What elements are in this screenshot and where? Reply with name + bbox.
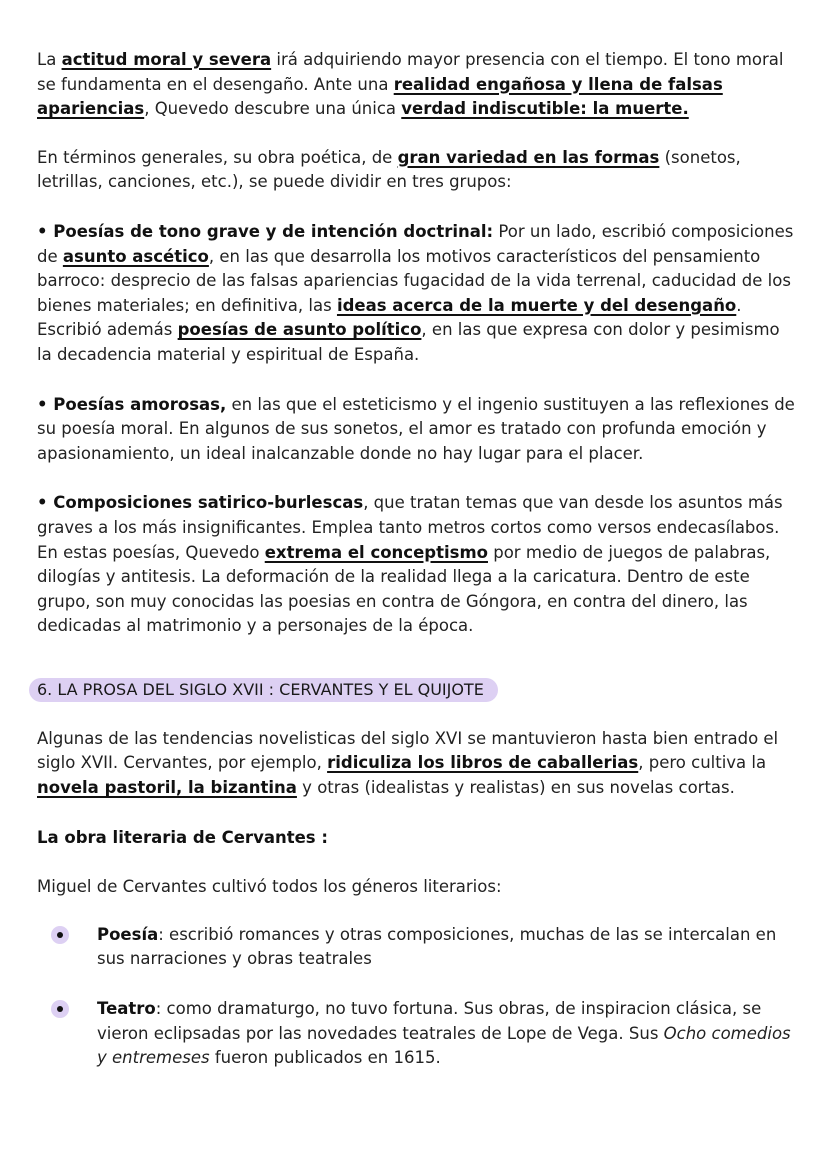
text: en las que el esteticismo y el ingenio sustituyen a las reflexiones de su poesía moral. En algunos de sus sonetos, el amor es tratado con profunda emoción y apasionamiento, un ideal inalcanzable donde no hay lugar para el placer. — [37, 394, 795, 463]
underlined-phrase: actitud moral y severa — [61, 50, 272, 69]
bold-lead: • Composiciones satirico-burlescas — [37, 493, 364, 513]
bold-lead: • Poesías amorosas, — [37, 394, 227, 414]
paragraph-poetic-work — [37, 146, 797, 195]
underlined-phrase: asunto ascético — [62, 246, 209, 266]
paragraph-satirical-poetry — [37, 491, 797, 639]
paragraph-love-poetry — [37, 393, 797, 467]
bullet-dot-icon — [51, 1000, 69, 1018]
text: , Quevedo descubre una única — [144, 99, 402, 119]
italic-title: Ocho comedios y entremeses — [97, 1023, 791, 1068]
underlined-phrase: extrema el conceptismo — [264, 542, 488, 562]
text: , pero cultiva la — [638, 753, 767, 773]
text: (sonetos, letrillas, canciones, etc.), se puede dividir en tres grupos: — [37, 147, 741, 192]
text: irá adquiriendo mayor presencia con el tiempo. El tono moral se fundamenta en el desengaño. Ante una — [37, 50, 784, 94]
subheading: La obra literaria de Cervantes : — [37, 827, 328, 847]
genre-list — [37, 923, 797, 1071]
list-item — [37, 923, 797, 972]
text: Algunas de las tendencias novelisticas del siglo XVI se mantuvieron hasta bien entrado el siglo XVII. Cervantes, por ejemplo, — [37, 728, 779, 773]
underlined-phrase: realidad engañosa y llena de falsas apariencias — [37, 74, 723, 119]
bullet-dot-icon — [51, 926, 69, 944]
document-page — [37, 48, 797, 1096]
paragraph-prose-trends — [37, 727, 797, 801]
list-item-text: fueron publicados en 1615. — [209, 1048, 441, 1068]
text: , en las que desarrolla los motivos característicos del pensamiento barroco: desprecio de las falsas apariencias fugacidad de la vida terrenal, caducidad de los bienes materiales; en definitiva, las — [37, 246, 791, 315]
underlined-phrase: verdad indiscutible: la muerte. — [401, 99, 689, 119]
underlined-phrase: ideas acerca de la muerte y del desengaño — [336, 295, 737, 315]
list-item — [37, 997, 797, 1071]
paragraph-moral-tone — [37, 48, 797, 122]
text: por medio de juegos de palabras, dilogías y antitesis. La deformación de la realidad llega a la caricatura. Dentro de este grupo, son muy conocidas las poesias en contra de Góngora, en contra del dinero, las dedicadas al matrimonio y a personajes de la época. — [37, 542, 771, 636]
section-heading: 6. LA PROSA DEL SIGLO XVII : CERVANTES Y EL QUIJOTE — [29, 678, 498, 702]
underlined-phrase: ridiculiza los libros de caballerias — [327, 753, 639, 773]
text: En términos generales, su obra poética, de — [37, 147, 398, 167]
text: , en las que expresa con dolor y pesimismo la decadencia material y espiritual de España. — [37, 320, 780, 364]
paragraph-doctrinal-poetry — [37, 220, 797, 368]
list-item-text: : como dramaturgo, no tuvo fortuna. Sus obras, de inspiracion clásica, se vieron eclipsadas por las novedades teatrales de Lope de Vega. Sus — [97, 999, 762, 1043]
text: La — [37, 50, 62, 69]
text: y otras (idealistas y realistas) en sus novelas cortas. — [296, 778, 735, 798]
bold-lead: • Poesías de tono grave y de intención doctrinal: — [37, 221, 494, 241]
underlined-phrase: poesías de asunto político — [177, 320, 422, 340]
text: . Escribió además — [37, 295, 742, 340]
list-item-title: Teatro — [97, 999, 156, 1019]
list-item-title: Poesía — [97, 924, 159, 944]
section-heading-wrap — [29, 678, 797, 702]
underlined-phrase: novela pastoril, la bizantina — [37, 778, 297, 798]
text: , que tratan temas que van desde los asuntos más graves a los más insignificantes. Emplea tanto metros cortos como versos endecasílabos. En estas poesías, Quevedo — [37, 493, 783, 562]
paragraph-genres-intro: Miguel de Cervantes cultivó todos los géneros literarios: — [37, 877, 502, 897]
underlined-phrase: gran variedad en las formas — [397, 147, 660, 167]
text: Por un lado, escribió composiciones de — [37, 221, 794, 266]
list-item-text: : escribió romances y otras composiciones, muchas de las se intercalan en sus narraciones y obras teatrales — [97, 924, 777, 969]
